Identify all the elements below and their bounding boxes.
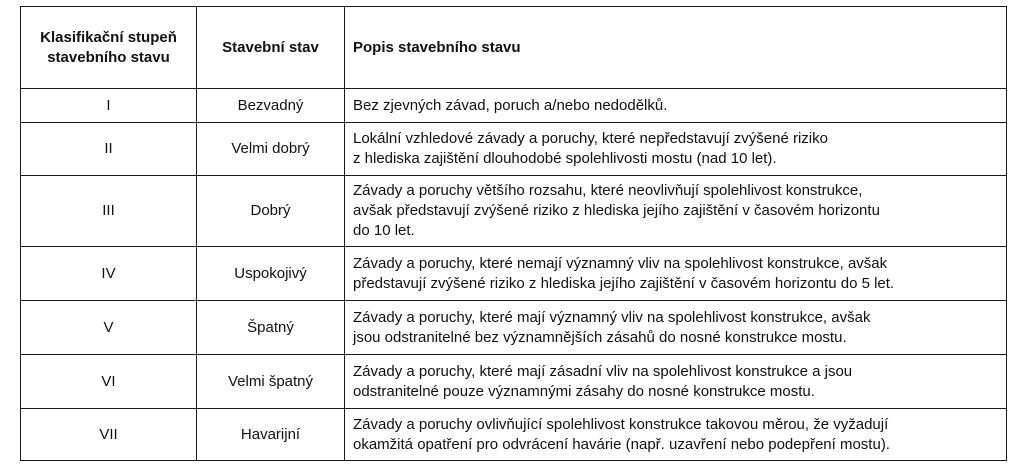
description-line: do 10 let. (353, 222, 415, 239)
cell-grade: I (21, 89, 197, 123)
description-line: Závady a poruchy, které nemají významný vliv na spolehlivost konstrukce, avšak (353, 254, 888, 272)
description-line: z hlediska zajištění dlouhodobé spolehlivosti mostu (nad 10 let). (353, 150, 777, 167)
cell-description (345, 301, 1007, 355)
description-line: odstranitelné pouze významnými zásahy do nosné konstrukce mostu. (353, 382, 815, 400)
cell-state: Velmi špatný (197, 355, 345, 409)
header-description: Popis stavebního stavu (345, 7, 1007, 89)
description-line: Závady a poruchy, které mají zásadní vliv na spolehlivost konstrukce a jsou (353, 362, 853, 380)
cell-state: Velmi dobrý (197, 123, 345, 176)
cell-state: Havarijní (197, 409, 345, 461)
table-row (21, 123, 1007, 176)
cell-grade: VII (21, 409, 197, 461)
description-line: Závady a poruchy, které mají významný vliv na spolehlivost konstrukce, avšak (353, 308, 871, 326)
cell-description (345, 176, 1007, 247)
header-grade (21, 7, 197, 89)
table-row (21, 301, 1007, 355)
cell-state: Uspokojivý (197, 247, 345, 301)
bridge-condition-table (20, 6, 1007, 461)
cell-state: Dobrý (197, 176, 345, 247)
cell-description (345, 123, 1007, 176)
cell-description (345, 89, 1007, 123)
cell-grade: V (21, 301, 197, 355)
description-line: okamžitá opatření pro odvrácení havárie (např. uzavření nebo podepření mostu). (353, 435, 890, 453)
cell-state: Špatný (197, 301, 345, 355)
table-row (21, 247, 1007, 301)
table-header-row (21, 7, 1007, 89)
description-line: Závady a poruchy ovlivňující spolehlivost konstrukce takovou měrou, že vyžadují (353, 415, 889, 433)
description-line: Bez zjevných závad, poruch a/nebo nedodělků. (353, 96, 668, 114)
cell-state: Bezvadný (197, 89, 345, 123)
description-line: Lokální vzhledové závady a poruchy, které nepředstavují zvýšené riziko (353, 130, 828, 147)
header-state: Stavební stav (197, 7, 345, 89)
header-grade-line: stavu (130, 48, 170, 66)
cell-grade: IV (21, 247, 197, 301)
cell-description (345, 355, 1007, 409)
table-row (21, 176, 1007, 247)
table-row (21, 89, 1007, 123)
cell-grade: III (21, 176, 197, 247)
header-grade-line: stupeň stavebního (47, 28, 177, 66)
description-line: Závady a poruchy většího rozsahu, které neovlivňují spolehlivost konstrukce, (353, 182, 863, 199)
table-row (21, 355, 1007, 409)
table-row (21, 409, 1007, 461)
cell-description (345, 247, 1007, 301)
cell-grade: II (21, 123, 197, 176)
description-line: jsou odstranitelné bez významnějších zásahů do nosné konstrukce mostu. (353, 328, 847, 346)
description-line: avšak představují zvýšené riziko z hlediska jejího zajištění v časovém horizontu (353, 202, 880, 219)
cell-description (345, 409, 1007, 461)
description-line: představují zvýšené riziko z hlediska jejího zajištění v časovém horizontu do 5 let. (353, 274, 895, 292)
cell-grade: VI (21, 355, 197, 409)
header-grade-line: Klasifikační (40, 28, 124, 46)
